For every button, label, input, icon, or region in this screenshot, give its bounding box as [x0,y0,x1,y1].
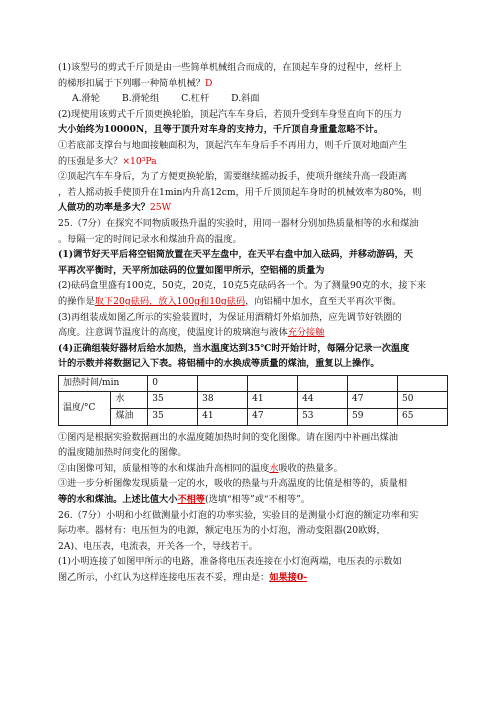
option-c: C.杠杆 [181,93,210,105]
q-jack-line-2-text: 的梯形扣属于下列哪一种简单机械？ [58,77,205,89]
q-jack-line-9-text: 人做功的功率是多大？ [58,202,150,214]
q25-line-3: (1)调节好天平后将空铝筒放置在天平左盘中，在天平右盘中加入砝码，并移动游码，天 [58,249,414,261]
q25-line-8 [58,325,448,341]
table-row [59,392,448,409]
q25-line-6 [58,294,448,310]
document-page [58,60,448,586]
q25-line-4: 平再次平衡时，天平所加砝码的位置如图甲所示，空铝桶的质量为 [58,264,325,276]
q25-line-8-text: 高度。注意调节温度计的高度，使温度计的玻璃泡与液体 [58,327,288,339]
q-jack-line-6 [58,154,448,170]
q25-line-15 [58,492,448,508]
q-jack-line-7: ②顶起汽车车身后，为了方便更换轮胎，需要继续摇动扳手，使项升继续升高一段距离 [58,171,408,183]
q26-line-3: 2A)、电压表，电流表，开关各一个，导线若干。 [58,540,258,552]
q25-line-15-end: (选填“相等”或“不相等”。 [205,494,311,506]
table-cell: 44 [298,392,348,409]
table-cell [348,375,398,392]
table-cell: 59 [348,409,398,426]
table-cell: 53 [298,409,348,426]
q25-line-11: ①图丙是根据实验数据画出的水温度随加热时间的变化图像。请在图丙中补画出煤油 [58,431,398,443]
q-jack-line-3: (2)现使用该剪式千斤顶更换轮胎，顶起汽车车身后，若顶升受到车身竖直向下的压力 [58,108,402,120]
q-jack-line-2 [58,76,448,92]
answer-operation: 取下20g砝码，放入100g和10g砝码 [94,295,246,307]
q-jack-line-4: 大小始终为10000N，且等于顶升对车身的支持力，千斤顶自身重量忽略不计。 [58,124,384,136]
option-d: D.斜面 [231,93,260,105]
q25-line-12: 的温度随加热时间变化的图像。 [58,447,187,459]
table-cell: 35 [148,409,198,426]
q-jack-line-1: (1)该型号的剪式千斤顶是由一些简单机械组合而成的，在顶起车身的过程中，丝杆上 [58,62,402,73]
data-table [58,375,448,426]
q-jack-line-8: ，若人摇动扳手使顶升在1min内升高12cm，用千斤顶顶起车身时的机械效率为80%，则 [58,186,422,198]
table-cell: 50 [397,392,447,409]
q25-line-13 [58,461,448,477]
q25-line-5: (2)砝码盒里盛有100克，50克，20克，10克5克砝码各一个。为了测量90克的水，接下来 [58,280,426,292]
q25-line-9: (4)正确组装好器材后给水加热，当水温度达到35℃时开始计时，每隔分记录一次温度 [58,342,410,354]
table-cell: 47 [248,409,298,426]
answer-pressure: ×10³Pa [122,155,157,167]
q25-line-10: 计的示数并将数据记入下表。将铝桶中的水换成等质量的煤油，重复以上操作。 [58,358,380,370]
option-a: A.滑轮 [72,93,100,105]
q26-line-2: 际功率。器材有：电压恒为的电源，额定电压为的小灯泡，滑动变阻器(20欧姆， [58,525,386,537]
q-jack-line-5: ①若底部支撑台与地面接触面积为，顶起汽车车身后手不再用力，则千斤顶对地面产生 [58,139,408,151]
q25-line-15-start: 等的水和煤油。上述比值大小 [58,494,178,506]
table-cell: 47 [348,392,398,409]
q-jack-line-6-text: 的压强是多大？ [58,155,123,167]
q26-line-5-text: 图乙所示，小红认为这样连接电压表不妥，理由是： [58,572,270,583]
table-cell [298,375,348,392]
answer-water: 水 [269,462,279,474]
q26-line-1: 26.（7分）小明和小红做测量小灯泡的功率实验，实验目的是测量小灯泡的额定功率和实 [58,509,419,521]
table-row [59,409,448,426]
oil-label-cell: 煤油 [111,409,148,426]
q25-line-1: 25.（7分）在探究不同物质吸热升温的实验时，用同一器材分别加热质量相等的水和煤油 [58,217,419,229]
options-row [58,91,448,107]
table-cell: 65 [397,409,447,426]
answer-d: D [205,77,213,89]
q25-line-13-end: 吸收的热量多。 [278,462,343,474]
table-cell: 41 [198,409,248,426]
table-cell [198,375,248,392]
answer-reason: 如果接0- [269,572,308,583]
answer-not-equal: 不相等 [177,494,205,506]
temp-label-cell: 温度/°C [59,392,111,425]
q25-line-6-start: 的操作是 [58,295,95,307]
table-cell: 0 [148,375,198,392]
q25-line-13-start: ②由图像可知，质量相等的水和煤油升高相同的温度 [58,462,270,474]
answer-contact: 充分接触 [287,327,325,339]
q26-line-5 [58,570,448,586]
time-label-cell: 加热时间/min [59,375,148,392]
q-jack-line-9 [58,200,448,216]
q25-line-14: ③进一步分析图像发现质量一定的水，吸收的热量与升高温度的比值是相等的，质量相 [58,478,408,490]
table-cell: 35 [148,392,198,409]
table-cell: 41 [248,392,298,409]
q25-line-6-end: ，向铝桶中加水，直至天平再次平衡。 [245,295,402,307]
q25-line-2: 。每隔一定的时间记录水和煤油升高的温度。 [58,233,242,245]
table-cell: 38 [198,392,248,409]
q25-line-7: (3)再组装成如图乙所示的实验装置时，为保证用酒精灯外焰加热，应先调节好铁圈的 [58,311,402,323]
table-row [59,375,448,392]
q26-line-4: (1)小明连接了如图甲所示的电路，准备将电压表连接在小灯泡两端，电压表的示数如 [58,556,402,568]
table-cell [248,375,298,392]
option-b: B.滑轮组 [121,93,160,105]
table-cell [397,375,447,392]
water-label-cell: 水 [111,392,148,409]
answer-power: 25W [149,202,172,214]
